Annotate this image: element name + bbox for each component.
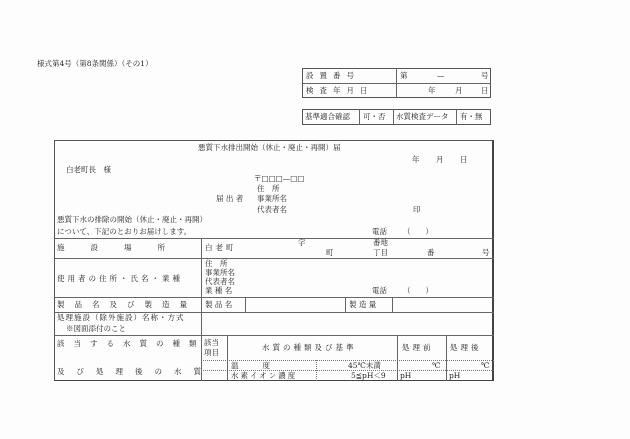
- form-title: 悪質下水排出開始（休止・廃止・再開）届: [198, 143, 341, 152]
- item-standard: 45℃未満: [348, 361, 381, 370]
- item-standard: 5≦pH＜9: [351, 371, 386, 380]
- office-name-label: 事業所名: [257, 194, 287, 203]
- user-office-label: 事業所名: [205, 268, 235, 277]
- setchi-bango-label: 設置番号: [306, 71, 360, 80]
- user-industry-label: 業 種 名: [205, 286, 233, 295]
- kensa-tsuki: 月: [455, 86, 463, 95]
- chome: 丁目: [373, 248, 388, 257]
- kensa-hi: 日: [481, 86, 489, 95]
- kensa-nen: 年: [428, 86, 436, 95]
- user-label: 使用者の住所・氏名・業種: [57, 274, 183, 283]
- product-label: 製品名及び製造量: [57, 300, 197, 309]
- product-name-label: 製 品 名: [205, 300, 233, 309]
- item-name: 温 度: [231, 361, 273, 370]
- go: 号: [482, 248, 490, 257]
- rep-label: 代表者名: [257, 205, 287, 214]
- postal-code: 〒□□□—□□: [254, 174, 305, 183]
- addr-label: 住 所: [257, 184, 280, 193]
- before-header: 処理前: [402, 343, 434, 352]
- setchi-prefix: 第: [400, 71, 408, 80]
- quality-label-1: 該当する水質の種類: [57, 339, 206, 348]
- tel-paren: （ ）: [403, 227, 433, 236]
- date-nen: 年: [412, 155, 420, 164]
- facility-label: 施設場所: [57, 243, 191, 252]
- user-tel-label: 電話: [372, 286, 387, 295]
- town: 白老町: [205, 243, 237, 252]
- after-header: 処理後: [450, 343, 482, 352]
- user-addr-label: 住 所: [205, 259, 228, 268]
- user-tel-paren: （ ）: [403, 286, 433, 295]
- item-name: 水素イオン濃度: [231, 371, 298, 380]
- applicant-label: 届 出 者: [216, 194, 244, 203]
- production-label: 製 造 量: [349, 300, 377, 309]
- quality-label-2: 及び処理後の水質: [57, 367, 213, 376]
- standard-header: 水質の種類及び基準: [262, 343, 357, 352]
- data-label: 水質検査データ: [396, 112, 449, 121]
- user-rep-label: 代表者名: [205, 277, 235, 286]
- item-before: ℃: [432, 361, 441, 370]
- body-line2: について、下記のとおりお届けします。: [57, 227, 192, 236]
- data-value: 有・無: [460, 112, 483, 121]
- kensa-label: 検査年月日: [306, 86, 374, 95]
- form-id: 様式第4号（第8条関係）（その1）: [37, 59, 153, 68]
- kijun-label: 基準適合確認: [305, 112, 350, 121]
- addressee: 白老町長 様: [66, 165, 111, 174]
- item-after: pH: [449, 371, 461, 380]
- date-hi: 日: [460, 155, 468, 164]
- body-line1: 悪質下水の排除の開始（休止・廃止・再開）: [57, 215, 207, 224]
- date-tsuki: 月: [436, 155, 444, 164]
- item-after: ℃: [481, 361, 490, 370]
- setchi-suffix: 号: [481, 71, 489, 80]
- treatment-note: ※図面添付のこと: [66, 324, 126, 333]
- machi: 町: [326, 248, 334, 257]
- banchi: 番地: [373, 238, 388, 247]
- item-before: pH: [400, 371, 412, 380]
- ban: 番: [427, 248, 435, 257]
- applicable-header: 該当項目: [204, 338, 219, 357]
- tel-label: 電話: [372, 227, 387, 236]
- setchi-dash: —: [437, 71, 445, 80]
- kijun-value: 可・否: [363, 112, 386, 121]
- treatment-label: 処理施設（除外施設）名称・方式: [57, 313, 185, 322]
- aza: 字: [298, 238, 306, 247]
- seal: 印: [413, 205, 421, 214]
